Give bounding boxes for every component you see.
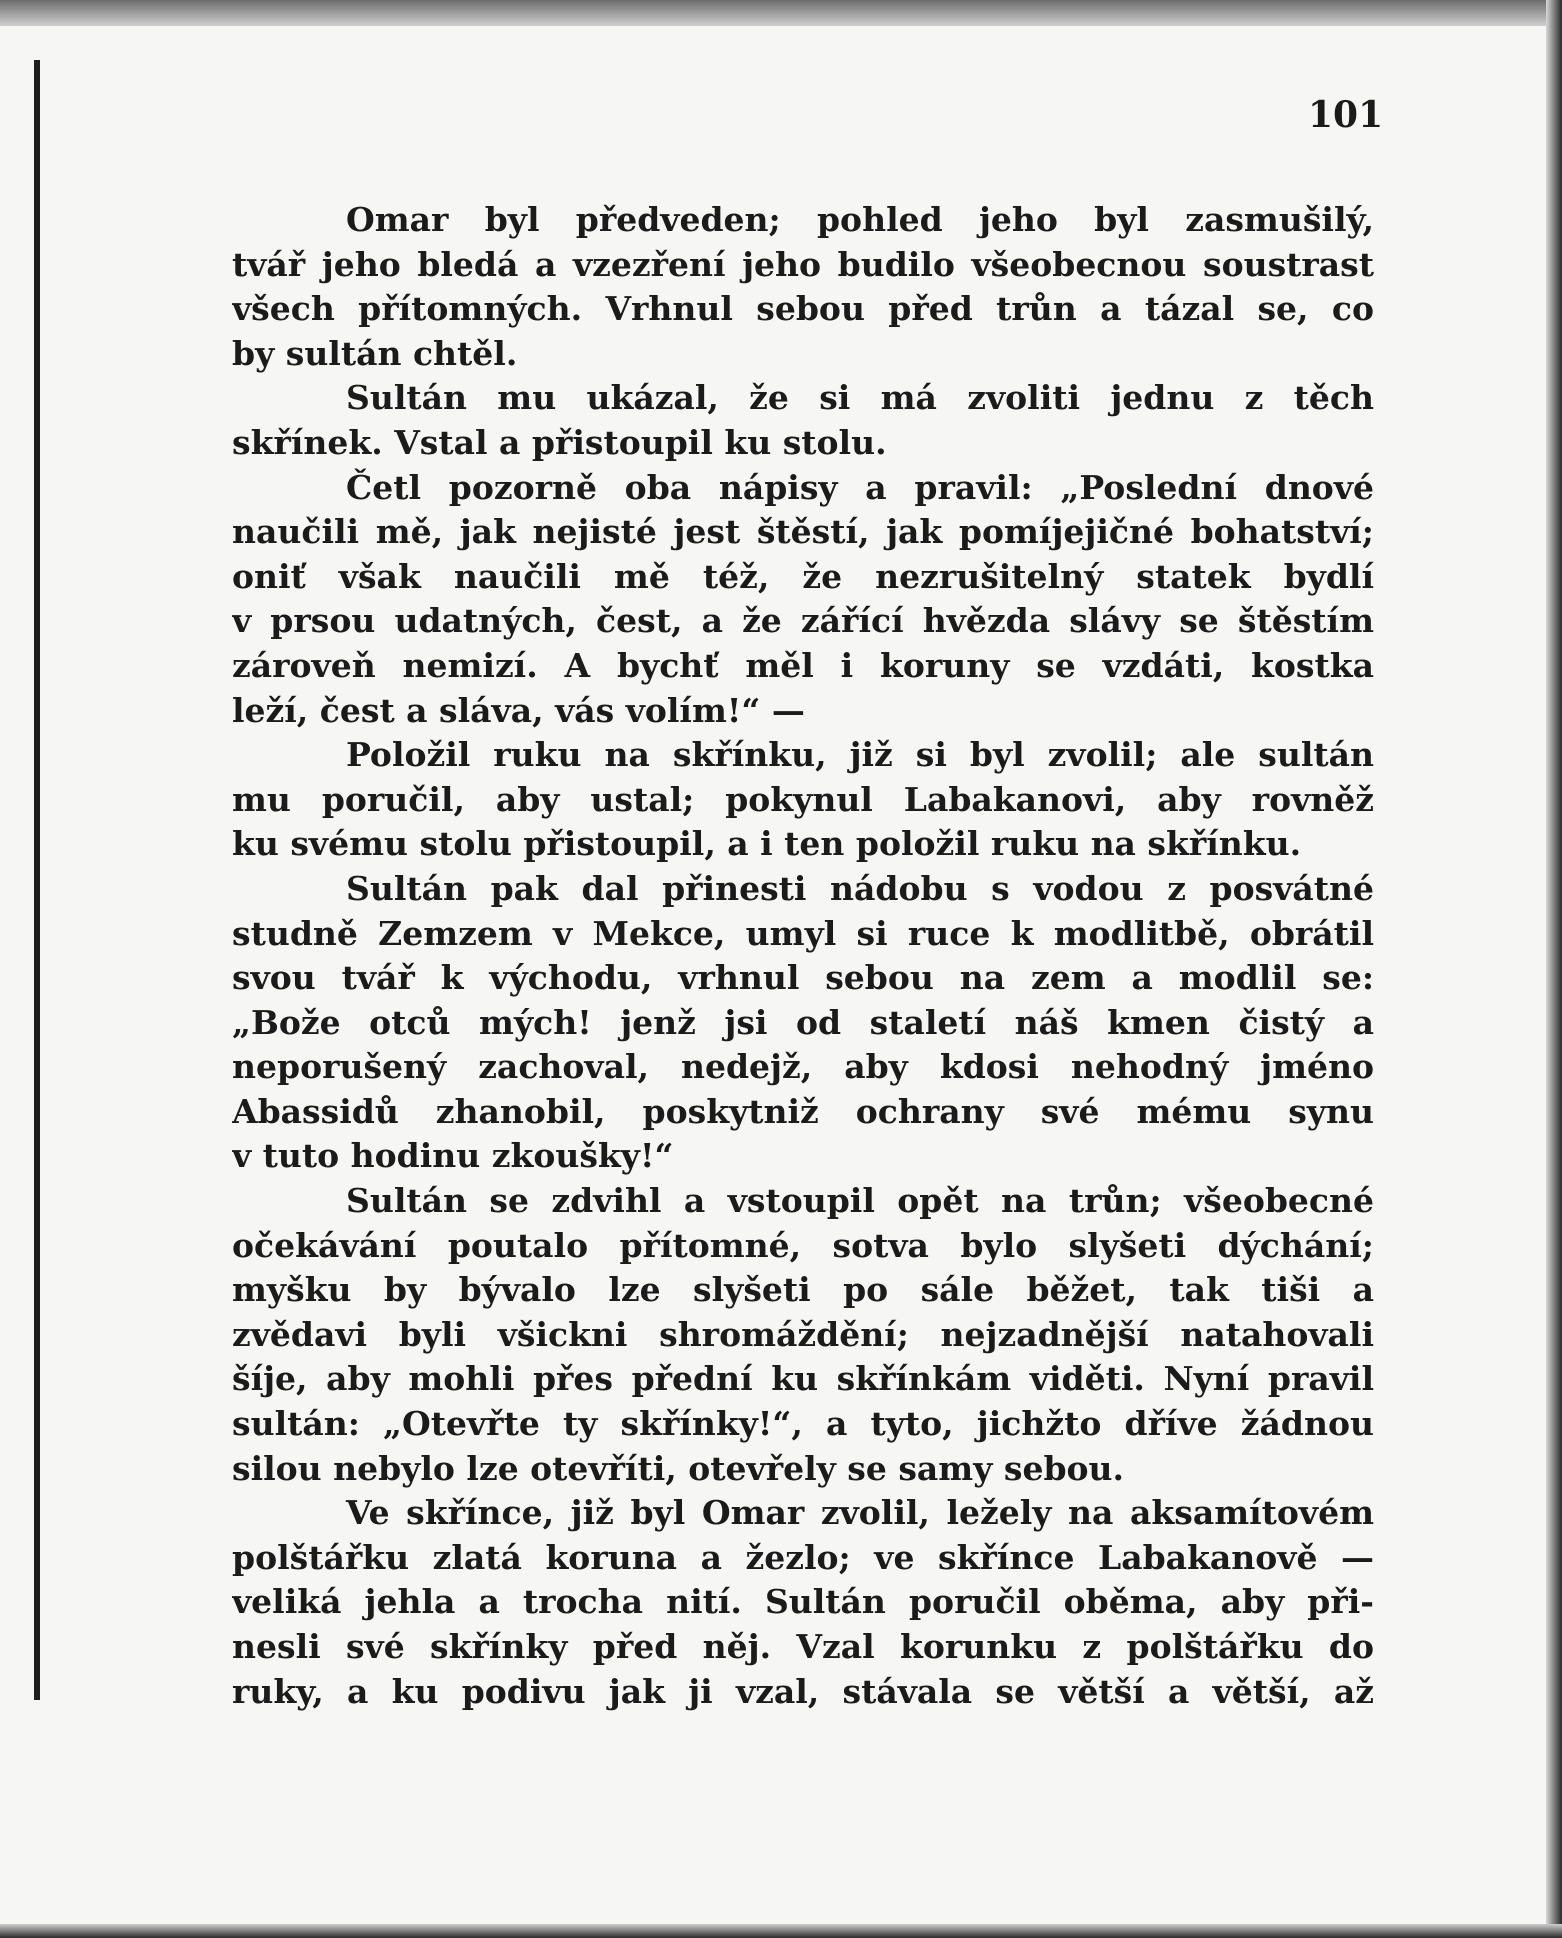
text-line: Sultán pak dal přinesti nádobu s vodou z posvátné [346,868,1374,908]
text-line: všech přítomných. Vrhnul sebou před trůn a tázal se, co [232,289,1374,329]
text-line: zvědavi byli všickni shromáždění; nejzadnější natahovali [232,1314,1374,1354]
text-line: v tuto hodinu zkoušky!“ [232,1136,674,1176]
page-number: 101 [1308,94,1384,136]
text-line: sultán: „Otevřte ty skřínky!“, a tyto, jichžto dříve žádnou [232,1404,1374,1444]
text-line: veliká jehla a trocha nití. Sultán poručil oběma, aby při- [232,1582,1374,1622]
text-line: očekávání poutalo přítomné, sotva bylo slyšeti dýchání; [232,1225,1374,1265]
text-line: svou tvář k východu, vrhnul sebou na zem a modlil se: [232,958,1374,998]
scan-right-edge [1546,0,1562,1938]
text-line: polštářku zlatá koruna a žezlo; ve skřínce Labakanově — [232,1537,1374,1577]
text-line: Omar byl předveden; pohled jeho byl zasmušilý, [346,200,1374,239]
text-line: Sultán se zdvihl a vstoupil opět na trůn; všeobecné [346,1181,1374,1221]
body-text [232,198,1374,1714]
text-line: Položil ruku na skřínku, již si byl zvolil; ale sultán [346,735,1374,775]
text-line: naučili mě, jak nejisté jest štěstí, jak pomíjejičné bohatství; [232,512,1374,552]
text-line: Četl pozorně oba nápisy a pravil: „Poslední dnové [346,467,1374,507]
text-line: ruky, a ku podivu jak ji vzal, stávala se větší a větší, až [232,1671,1374,1711]
text-line: tvář jeho bledá a vzezření jeho budilo všeobecnou soustrast [232,244,1374,284]
text-line: šíje, aby mohli přes přední ku skřínkám viděti. Nyní pravil [232,1359,1374,1399]
scan-top-edge [0,0,1562,26]
text-line: mu poručil, aby ustal; pokynul Labakanovi, aby rovněž [232,779,1374,819]
text-line: zároveň nemizí. A bychť měl i koruny se vzdáti, kostka [232,645,1374,685]
text-line: ku svému stolu přistoupil, a i ten položil ruku na skřínku. [232,824,1302,864]
text-line: silou nebylo lze otevříti, otevřely se samy sebou. [232,1448,1125,1488]
text-line: skřínek. Vstal a přistoupil ku stolu. [232,422,887,462]
text-line: Ve skřínce, již byl Omar zvolil, ležely na aksamítovém [346,1493,1374,1533]
text-line: myšku by bývalo lze slyšeti po sále běžet, tak tiši a [232,1270,1374,1310]
text-line: „Bože otců mých! jenž jsi od staletí náš kmen čistý a [232,1002,1374,1042]
scan-left-edge [34,60,40,1700]
text-line: neporušený zachoval, nedejž, aby kdosi nehodný jméno [232,1047,1374,1087]
text-line: Abassidů zhanobil, poskytniž ochrany své mému synu [232,1091,1374,1131]
text-line: oniť však naučili mě též, že nezrušitelný statek bydlí [232,556,1374,596]
text-line: Sultán mu ukázal, že si má zvoliti jednu z těch [346,378,1374,418]
text-line: nesli své skřínky před něj. Vzal korunku z polštářku do [232,1627,1374,1666]
text-line: studně Zemzem v Mekce, umyl si ruce k modlitbě, obrátil [232,913,1374,953]
text-line: v prsou udatných, čest, a že zářící hvězda slávy se štěstím [232,601,1374,641]
text-line: by sultán chtěl. [232,333,518,373]
text-line: leží, čest a sláva, vás volím!“ — [232,690,805,730]
scan-bottom-edge [0,1924,1562,1938]
